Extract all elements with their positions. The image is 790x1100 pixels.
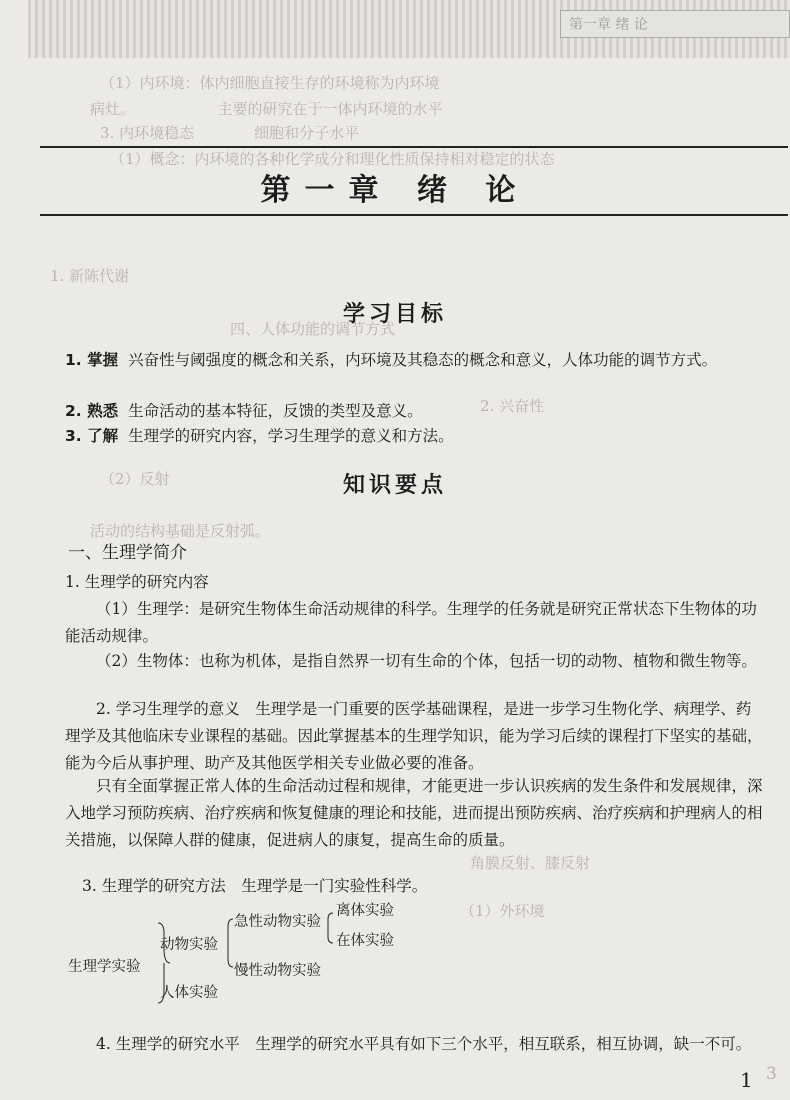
section-heading: 一、生理学简介 [68,543,187,563]
bleed-through-text: 病灶。 主要的研究在于一体内环境的水平 [90,100,443,118]
chapter-title: 第一章 绪 论 [260,173,530,208]
bleed-through-text: （1）内环境：体内细胞直接生存的环境称为内环境 [100,74,440,92]
diagram-acute: 急性动物实验 [234,914,321,930]
objectives-title: 学习目标 [342,302,447,327]
diagram-in-vivo: 在体实验 [336,933,394,949]
knowledge-title: 知识要点 [342,473,447,498]
diagram-human: 人体实验 [160,985,218,1001]
bleed-through-text: （1）外环境 [460,902,545,920]
diagram-animal: 动物实验 [160,937,218,953]
objective-text: 兴奋性与阈强度的概念和关系，内环境及其稳态的概念和意义，人体功能的调节方式。 [128,351,718,369]
objective-text: 生命活动的基本特征，反馈的类型及意义。 [128,402,423,420]
paragraph: 4. 生理学的研究水平 生理学的研究水平具有如下三个水平，相互联系，相互协调，缺一不可。 [96,1035,752,1053]
objective-item [65,347,765,374]
bleed-through-text: 活动的结构基础是反射弧。 [90,522,271,540]
running-header: 第一章 绪 论 [560,10,790,38]
bleed-through-text: （2）反射 [100,470,170,488]
bleed-through-text: 1. 新陈代谢 [50,267,130,285]
paragraph: （2）生物体：也称为机体，是指自然界一切有生命的个体，包括一切的动物、植物和微生物等。 [96,652,757,670]
bleed-through-text: 角膜反射、膝反射 [470,854,591,872]
diagram-root: 生理学实验 [68,959,141,975]
objective-item [65,423,765,450]
paragraph: 3. 生理学的研究方法 生理学是一门实验性科学。 [82,877,428,895]
bleed-page-number: 3 [766,1064,777,1084]
title-rule-top [40,146,788,148]
title-rule-bottom [40,214,788,216]
paragraph: 2. 学习生理学的意义 生理学是一门重要的医学基础课程，是进一步学习生物化学、病理学、药理学及其他临床专业课程的基础。因此掌握基本的生理学知识，能为学习后续的课程打下坚实的基础，能为今后从事护理、助产及其他医学相关专业做必要的准备。 [65,700,763,772]
bleed-through-text: 四、人体功能的调节方式 [230,320,396,338]
objective-key: 1. 掌握 [65,351,119,369]
bleed-through-text: （1）概念：内环境的各种化学成分和理化性质保持相对稳定的状态 [110,150,555,168]
bleed-through-text: 3. 内环境稳态 细胞和分子水平 [100,124,360,142]
methods-diagram [68,905,488,1025]
paragraph: （1）生理学：是研究生物体生命活动规律的科学。生理学的任务就是研究正常状态下生物体的功能活动规律。 [65,600,757,645]
page-number: 1 [740,1068,753,1092]
objective-item [65,398,765,425]
paragraph: 只有全面掌握正常人体的生命活动过程和规律，才能更进一步认识疾病的发生条件和发展规律，深入地学习预防疾病、治疗疾病和恢复健康的理论和技能，进而提出预防疾病、治疗疾病和护理病人的相关措施，以保障人群的健康，促进病人的康复，提高生命的质量。 [65,777,763,849]
diagram-chronic: 慢性动物实验 [234,963,321,979]
objective-key: 2. 熟悉 [65,402,119,420]
objective-key: 3. 了解 [65,427,119,445]
bleed-through-text: 2. 兴奋性 [480,397,545,415]
diagram-in-vitro: 离体实验 [336,903,394,919]
paragraph: 1. 生理学的研究内容 [65,573,209,591]
objective-text: 生理学的研究内容，学习生理学的意义和方法。 [128,427,454,445]
